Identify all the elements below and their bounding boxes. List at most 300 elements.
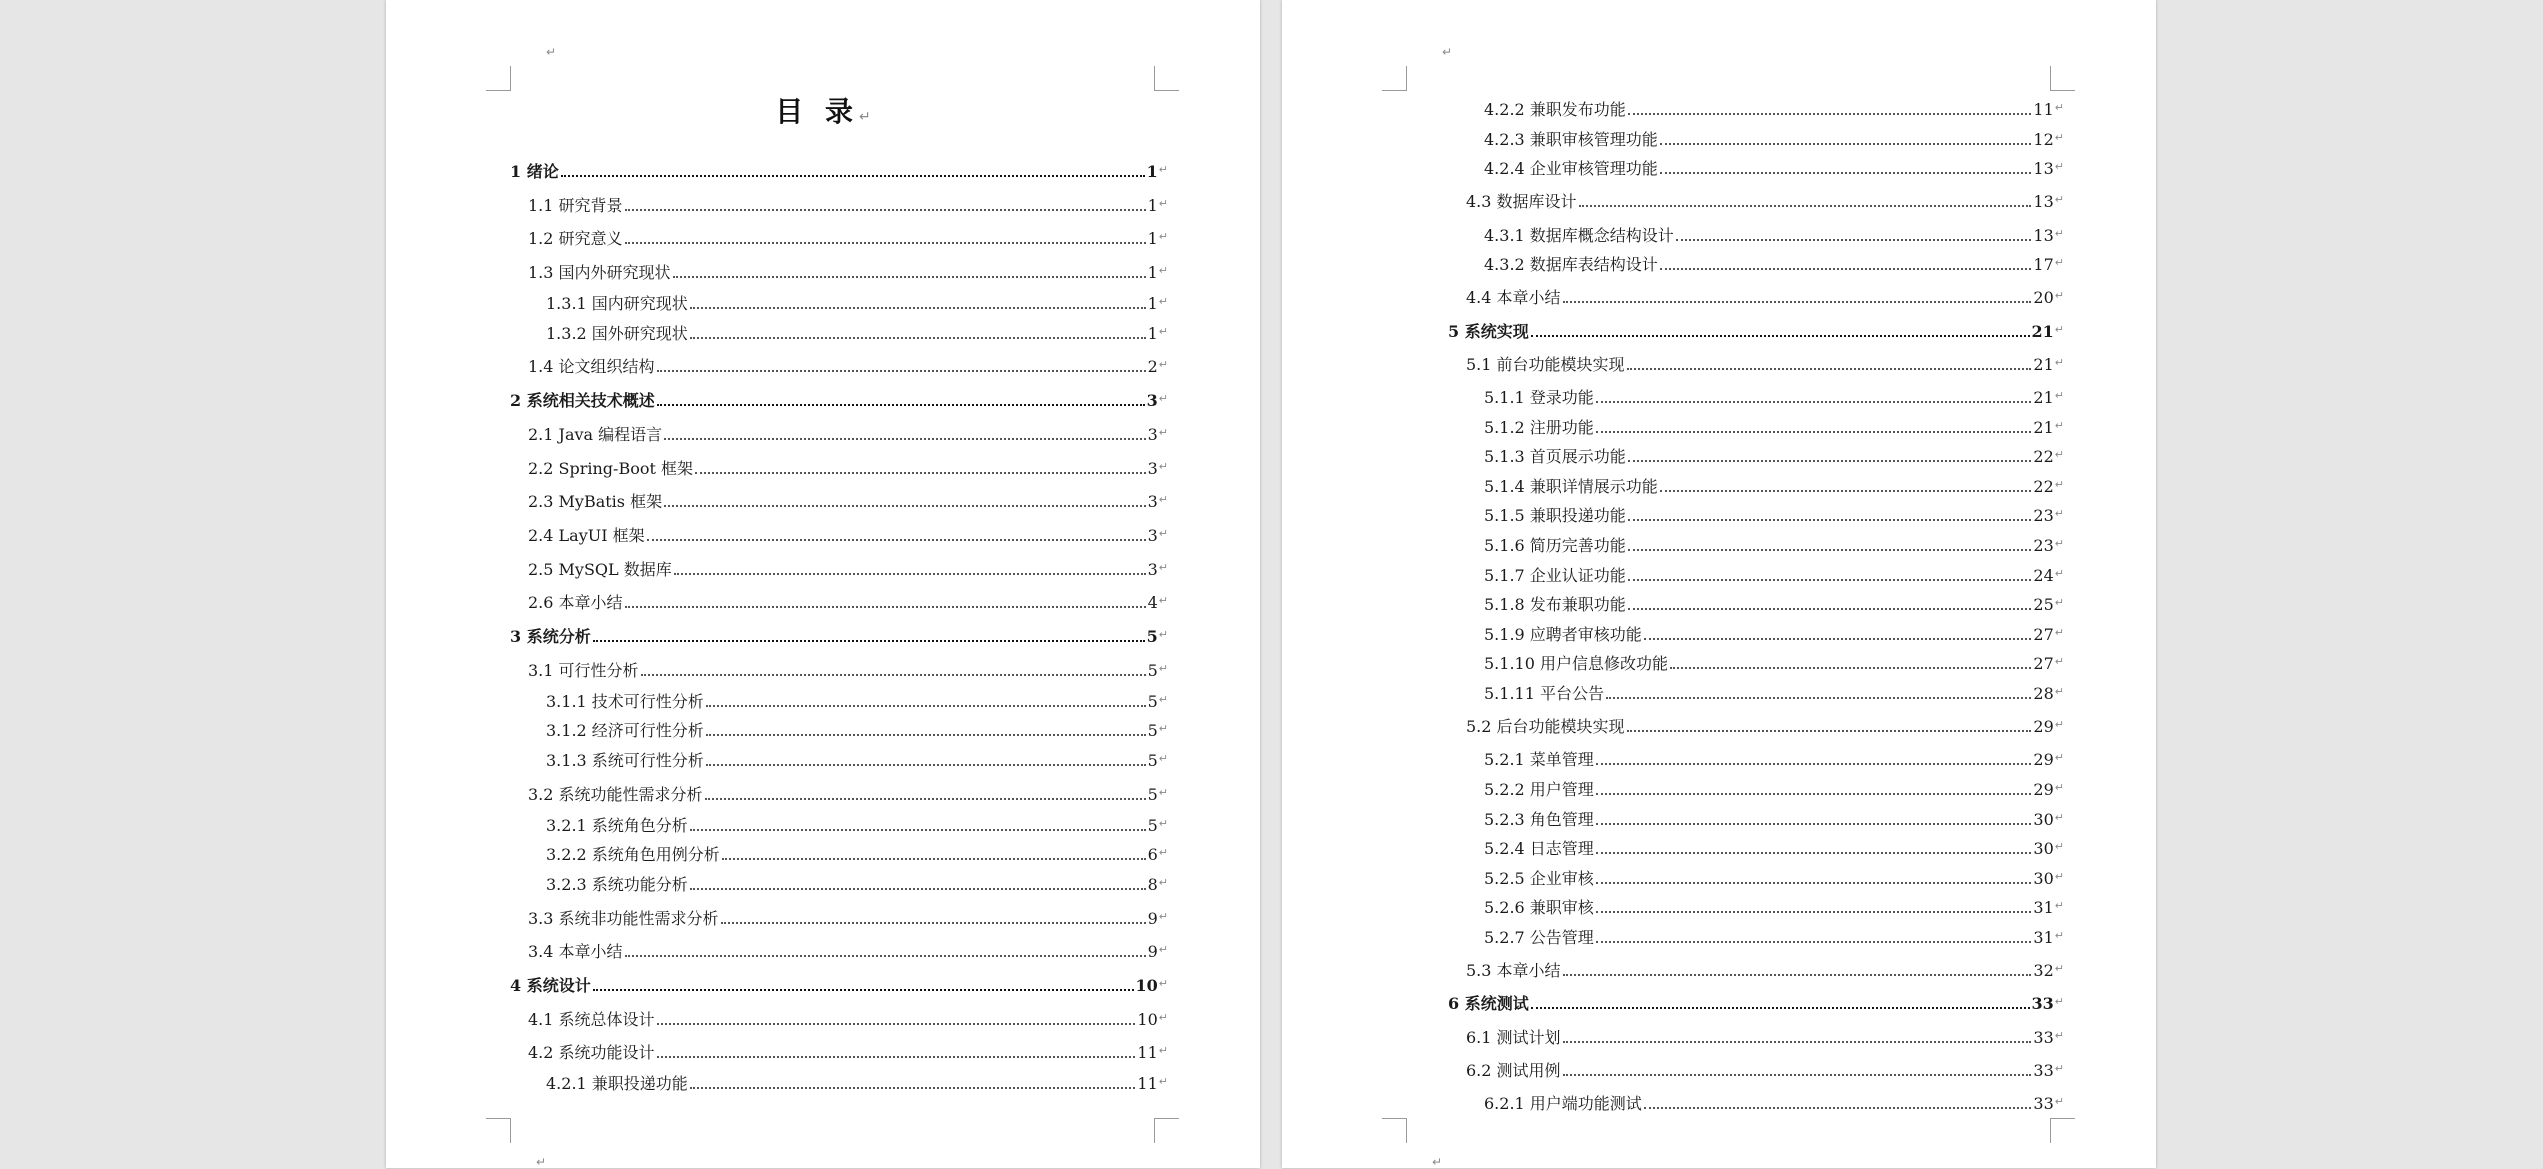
toc-dot-leader	[1660, 268, 2032, 270]
toc-entry-title: 4 系统设计	[510, 975, 591, 995]
toc-dot-leader	[674, 573, 1146, 575]
toc-entry-title: 3 系统分析	[510, 627, 591, 646]
toc-dot-leader	[1676, 239, 2032, 241]
paragraph-mark-icon: ↵	[1158, 816, 1168, 830]
toc-entry-title: 6.2.1 用户端功能测试	[1484, 1094, 1642, 1113]
toc-entry-page-number: 24	[2033, 565, 2054, 585]
toc-entry-title: 5.2 后台功能模块实现	[1466, 717, 1625, 737]
toc-entry-title: 5.1.7 企业认证功能	[1484, 565, 1626, 585]
paragraph-mark-icon: ↵	[2054, 625, 2064, 639]
paragraph-mark-icon: ↵	[1158, 1075, 1168, 1089]
document-page-2	[1282, 0, 2156, 1168]
toc-entry-page-number: 10	[1137, 1009, 1158, 1029]
toc-dot-leader	[1596, 401, 2032, 403]
toc-entry-page-number: 11	[1137, 1074, 1158, 1094]
toc-entry-title: 4.4 本章小结	[1466, 288, 1561, 308]
paragraph-mark-icon: ↵	[1158, 594, 1168, 608]
paragraph-mark-icon: ↵	[2054, 962, 2064, 976]
toc-entry-page-number: 29	[2033, 750, 2054, 770]
toc-entry-title: 1.3.2 国外研究现状	[546, 323, 688, 343]
paragraph-mark-icon: ↵	[2054, 1095, 2064, 1108]
toc-entry[interactable]	[1484, 128, 2064, 150]
paragraph-mark-icon: ↵	[1432, 1155, 1443, 1169]
toc-dot-leader	[1644, 638, 2032, 640]
toc-entry[interactable]	[1448, 320, 2064, 342]
paragraph-mark-icon: ↵	[1158, 526, 1168, 540]
toc-dot-leader	[706, 705, 1146, 707]
toc-entry-title: 5.1.3 首页展示功能	[1484, 447, 1626, 467]
toc-entry[interactable]	[546, 292, 1168, 314]
toc-entry-page-number: 33	[2033, 1094, 2054, 1113]
paragraph-mark-icon: ↵	[1158, 295, 1168, 309]
paragraph-mark-icon: ↵	[2054, 929, 2064, 942]
toc-entry[interactable]	[1484, 564, 2064, 586]
paragraph-mark-icon: ↵	[1158, 163, 1168, 176]
toc-entry[interactable]	[528, 940, 1168, 962]
toc-entry-page-number: 5	[1147, 691, 1158, 711]
toc-entry-page-number: 21	[2031, 321, 2054, 341]
toc-entry[interactable]	[1484, 253, 2064, 275]
toc-dot-leader	[625, 242, 1146, 244]
toc-dot-leader	[1579, 205, 2032, 207]
toc-title-text: 目 录	[775, 95, 859, 128]
toc-dot-leader	[1596, 793, 2032, 795]
toc-entry-title: 1.1 研究背景	[528, 195, 623, 215]
toc-entry-title: 4.3.1 数据库概念结构设计	[1484, 225, 1674, 245]
toc-entry-title: 5.1.6 简历完善功能	[1484, 536, 1626, 555]
paragraph-mark-icon: ↵	[1158, 1044, 1168, 1058]
toc-entry-page-number: 5	[1147, 784, 1158, 804]
paragraph-mark-icon: ↵	[2054, 751, 2064, 765]
toc-entry-page-number: 13	[2033, 159, 2054, 179]
toc-entry-page-number: 3	[1147, 559, 1158, 579]
toc-entry-page-number: 10	[1135, 975, 1158, 995]
toc-entry-page-number: 22	[2033, 447, 2054, 467]
toc-entry-page-number: 9	[1147, 908, 1158, 928]
toc-entry[interactable]	[546, 814, 1168, 836]
toc-entry[interactable]	[546, 322, 1168, 344]
toc-dot-leader	[625, 955, 1146, 957]
document-page-1	[386, 0, 1260, 1168]
toc-entry-title: 5.2.4 日志管理	[1484, 839, 1594, 859]
toc-entry-page-number: 5	[1147, 660, 1158, 680]
paragraph-mark-icon: ↵	[1158, 846, 1168, 860]
toc-dot-leader	[1627, 730, 2032, 732]
toc-entry[interactable]	[528, 524, 1168, 546]
toc-entry-title: 4.2.4 企业审核管理功能	[1484, 159, 1658, 179]
toc-entry-title: 5.2.3 角色管理	[1484, 809, 1594, 829]
paragraph-mark-icon: ↵	[1158, 358, 1168, 372]
paragraph-mark-icon: ↵	[2054, 101, 2064, 114]
toc-dot-leader	[673, 276, 1146, 278]
toc-entry[interactable]	[1484, 808, 2064, 830]
toc-entry-page-number: 21	[2033, 417, 2054, 437]
toc-entry-page-number: 30	[2033, 868, 2054, 888]
toc-entry[interactable]	[510, 389, 1168, 411]
toc-entry[interactable]	[1448, 992, 2064, 1014]
toc-entry-title: 5.2.2 用户管理	[1484, 780, 1594, 799]
paragraph-mark-icon: ↵	[2054, 869, 2064, 883]
toc-entry-title: 5.1.1 登录功能	[1484, 388, 1594, 407]
toc-dot-leader	[722, 858, 1146, 860]
toc-dot-leader	[690, 337, 1146, 339]
toc-entry-page-number: 1	[1147, 323, 1158, 343]
toc-entry-page-number: 33	[2033, 1027, 2054, 1047]
toc-entry[interactable]	[528, 194, 1168, 216]
paragraph-mark-icon: ↵	[2054, 448, 2064, 462]
paragraph-mark-icon: ↵	[2054, 193, 2064, 207]
toc-entry-page-number: 3	[1147, 492, 1158, 512]
toc-entry[interactable]	[528, 423, 1168, 445]
toc-entry[interactable]	[1484, 623, 2064, 645]
paragraph-mark-icon: ↵	[2054, 289, 2064, 303]
toc-entry-page-number: 33	[2033, 1060, 2054, 1080]
toc-entries	[386, 0, 1260, 1168]
paragraph-mark-icon: ↵	[2054, 899, 2064, 913]
toc-entry[interactable]	[546, 843, 1168, 865]
toc-entry[interactable]	[1484, 593, 2064, 615]
toc-entry-page-number: 1	[1147, 195, 1158, 215]
toc-entry-page-number: 3	[1147, 424, 1158, 444]
toc-entry-page-number: 30	[2033, 839, 2054, 859]
toc-entry[interactable]	[1484, 926, 2064, 948]
toc-dot-leader	[1628, 579, 2032, 581]
toc-entry-title: 2 系统相关技术概述	[510, 391, 655, 411]
toc-entry[interactable]	[528, 227, 1168, 249]
toc-entry-title: 3.1 可行性分析	[528, 660, 639, 680]
toc-entry-title: 5.3 本章小结	[1466, 961, 1561, 981]
toc-entry[interactable]	[528, 659, 1168, 681]
toc-dot-leader	[690, 1087, 1136, 1089]
toc-dot-leader	[593, 989, 1134, 991]
toc-entry[interactable]	[528, 558, 1168, 580]
toc-entry[interactable]	[528, 907, 1168, 929]
toc-dot-leader	[1596, 431, 2032, 433]
toc-entry-page-number: 21	[2033, 354, 2054, 374]
paragraph-mark-icon: ↵	[2054, 537, 2064, 550]
toc-entry-title: 1.2 研究意义	[528, 229, 623, 249]
toc-entry-title: 1 绪论	[510, 162, 559, 181]
toc-entry-page-number: 5	[1147, 815, 1158, 835]
toc-dot-leader	[664, 505, 1145, 507]
paragraph-mark-icon: ↵	[859, 109, 871, 125]
paragraph-mark-icon: ↵	[1158, 324, 1168, 338]
toc-entry[interactable]	[546, 719, 1168, 741]
toc-entry-page-number: 8	[1147, 874, 1158, 894]
toc-dot-leader	[1628, 460, 2032, 462]
toc-entry-title: 5.2.7 公告管理	[1484, 928, 1594, 947]
paragraph-mark-icon: ↵	[1158, 459, 1168, 473]
toc-entry[interactable]	[1484, 896, 2064, 918]
toc-dot-leader	[1563, 1041, 2032, 1043]
toc-entry-page-number: 11	[2033, 100, 2054, 119]
toc-entry-page-number: 6	[1147, 845, 1158, 865]
toc-entry-title: 3.4 本章小结	[528, 942, 623, 962]
paragraph-mark-icon: ↵	[2054, 718, 2064, 732]
toc-dot-leader	[690, 888, 1146, 890]
toc-entry-title: 4.2.1 兼职投递功能	[546, 1074, 688, 1094]
paragraph-mark-icon: ↵	[1158, 425, 1168, 439]
toc-entry-title: 5.1 前台功能模块实现	[1466, 354, 1625, 374]
toc-entry-page-number: 5	[1147, 721, 1158, 741]
toc-entry[interactable]	[1466, 1059, 2064, 1081]
toc-entry[interactable]	[510, 160, 1168, 182]
toc-entry-page-number: 9	[1147, 942, 1158, 962]
paragraph-mark-icon: ↵	[1158, 943, 1168, 957]
toc-entry-title: 2.2 Spring-Boot 框架	[528, 458, 693, 478]
toc-dot-leader	[1596, 763, 2032, 765]
toc-dot-leader	[1628, 608, 2032, 610]
toc-dot-leader	[1596, 941, 2032, 943]
toc-dot-leader	[690, 829, 1146, 831]
toc-entry[interactable]	[528, 490, 1168, 512]
toc-entry[interactable]	[1484, 748, 2064, 770]
toc-dot-leader	[705, 798, 1146, 800]
toc-entry-title: 2.3 MyBatis 框架	[528, 492, 663, 512]
toc-entry-title: 4.2.2 兼职发布功能	[1484, 100, 1626, 119]
paragraph-mark-icon: ↵	[1158, 661, 1168, 675]
paragraph-mark-icon: ↵	[1158, 392, 1168, 406]
toc-entry[interactable]	[1466, 715, 2064, 737]
toc-entry-page-number: 31	[2033, 898, 2054, 918]
paragraph-mark-icon: ↵	[1158, 230, 1168, 244]
toc-dot-leader	[695, 472, 1146, 474]
toc-entry-page-number: 29	[2033, 780, 2054, 799]
toc-entry-page-number: 12	[2033, 129, 2054, 149]
toc-entry[interactable]	[546, 749, 1168, 771]
paragraph-mark-icon: ↵	[2054, 810, 2064, 824]
paragraph-mark-icon: ↵	[2054, 781, 2064, 794]
paragraph-mark-icon: ↵	[546, 45, 557, 59]
toc-entry[interactable]	[528, 1008, 1168, 1030]
toc-entry-page-number: 1	[1146, 162, 1158, 181]
toc-dot-leader	[664, 438, 1145, 440]
toc-dot-leader	[721, 922, 1146, 924]
toc-entry[interactable]	[1484, 416, 2064, 438]
paragraph-mark-icon: ↵	[1158, 264, 1168, 278]
paragraph-mark-icon: ↵	[2054, 685, 2064, 698]
toc-entry[interactable]	[1484, 837, 2064, 859]
toc-entry-page-number: 3	[1147, 525, 1158, 545]
paragraph-mark-icon: ↵	[1158, 785, 1168, 799]
toc-entry-page-number: 11	[1137, 1043, 1158, 1063]
toc-entry-title: 3.1.1 技术可行性分析	[546, 691, 704, 711]
paragraph-mark-icon: ↵	[2054, 389, 2064, 402]
toc-entry-page-number: 23	[2033, 536, 2054, 555]
paragraph-mark-icon: ↵	[2054, 130, 2064, 144]
toc-entry[interactable]	[1484, 445, 2064, 467]
toc-entry-title: 5.1.4 兼职详情展示功能	[1484, 476, 1658, 496]
toc-dot-leader	[1563, 301, 2032, 303]
toc-entry-title: 5.2.1 菜单管理	[1484, 750, 1594, 770]
paragraph-mark-icon: ↵	[1158, 909, 1168, 923]
toc-entry[interactable]	[1484, 504, 2064, 526]
toc-entry-title: 5.1.9 应聘者审核功能	[1484, 624, 1642, 644]
toc-entry-title: 3.3 系统非功能性需求分析	[528, 908, 719, 928]
toc-entry-page-number: 21	[2033, 388, 2054, 407]
toc-entry[interactable]	[1484, 867, 2064, 889]
toc-dot-leader	[690, 307, 1146, 309]
toc-entry-page-number: 1	[1147, 294, 1158, 314]
paragraph-mark-icon: ↵	[2054, 322, 2064, 336]
paragraph-mark-icon: ↵	[2054, 477, 2064, 491]
toc-entry-page-number: 13	[2033, 225, 2054, 245]
toc-entry-page-number: 4	[1147, 593, 1158, 613]
paragraph-mark-icon: ↵	[2054, 995, 2064, 1009]
toc-entry-page-number: 1	[1147, 229, 1158, 249]
toc-entry[interactable]	[528, 1041, 1168, 1063]
toc-entry-page-number: 32	[2033, 961, 2054, 981]
toc-entry-title: 4.3.2 数据库表结构设计	[1484, 255, 1658, 275]
toc-entry[interactable]	[1466, 190, 2064, 212]
toc-entry[interactable]	[1484, 98, 2064, 120]
paragraph-mark-icon: ↵	[1158, 692, 1168, 706]
toc-entry[interactable]	[510, 974, 1168, 996]
toc-entry-title: 4.2 系统功能设计	[528, 1043, 655, 1063]
toc-entry-title: 5.1.11 平台公告	[1484, 684, 1604, 703]
toc-entry[interactable]	[1466, 1026, 2064, 1048]
toc-dot-leader	[1628, 519, 2032, 521]
toc-entry-title: 2.4 LayUI 框架	[528, 525, 645, 545]
toc-entry-title: 6.1 测试计划	[1466, 1027, 1561, 1047]
toc-dot-leader	[1660, 172, 2032, 174]
toc-entries	[1282, 0, 2156, 1168]
toc-dot-leader	[706, 764, 1146, 766]
toc-entry-title: 3.1.3 系统可行性分析	[546, 750, 704, 770]
toc-entry-page-number: 20	[2033, 288, 2054, 308]
paragraph-mark-icon: ↵	[1158, 1010, 1168, 1024]
toc-entry[interactable]	[1484, 534, 2064, 556]
toc-dot-leader	[1531, 335, 2030, 337]
paragraph-mark-icon: ↵	[1158, 875, 1168, 889]
toc-dot-leader	[706, 734, 1146, 736]
toc-entry-page-number: 2	[1147, 357, 1158, 377]
paragraph-mark-icon: ↵	[1158, 493, 1168, 507]
toc-entry[interactable]	[1466, 286, 2064, 308]
toc-entry-page-number: 31	[2033, 928, 2054, 947]
toc-dot-leader	[1628, 549, 2032, 551]
toc-entry-page-number: 30	[2033, 809, 2054, 829]
paragraph-mark-icon: ↵	[1158, 560, 1168, 574]
paragraph-mark-icon: ↵	[2054, 566, 2064, 580]
toc-dot-leader	[1660, 143, 2032, 145]
toc-entry[interactable]	[1466, 353, 2064, 375]
toc-entry-title: 4.1 系统总体设计	[528, 1009, 655, 1029]
toc-dot-leader	[657, 370, 1146, 372]
toc-entry[interactable]	[528, 355, 1168, 377]
toc-dot-leader	[657, 1023, 1136, 1025]
toc-entry[interactable]	[510, 625, 1168, 647]
toc-entry-title: 1.3 国内外研究现状	[528, 263, 671, 283]
toc-entry-title: 5.1.8 发布兼职功能	[1484, 595, 1626, 615]
toc-entry-title: 5.1.10 用户信息修改功能	[1484, 654, 1668, 674]
paragraph-mark-icon: ↵	[1158, 751, 1168, 765]
toc-dot-leader	[1596, 823, 2032, 825]
toc-entry-page-number: 33	[2031, 994, 2054, 1014]
toc-entry-title: 3.2.2 系统角色用例分析	[546, 845, 720, 865]
toc-entry[interactable]	[1484, 652, 2064, 674]
toc-dot-leader	[1596, 852, 2032, 854]
toc-dot-leader	[1627, 368, 2032, 370]
toc-entry-title: 5.2.5 企业审核	[1484, 868, 1594, 888]
toc-entry[interactable]	[1484, 682, 2064, 704]
toc-entry-page-number: 29	[2033, 717, 2054, 737]
toc-entry-title: 3.1.2 经济可行性分析	[546, 721, 704, 741]
toc-entry[interactable]	[528, 783, 1168, 805]
paragraph-mark-icon: ↵	[2054, 596, 2064, 610]
toc-entry-title: 4.3 数据库设计	[1466, 192, 1577, 212]
toc-dot-leader	[647, 539, 1146, 541]
toc-entry-title: 1.4 论文组织结构	[528, 357, 655, 377]
toc-dot-leader	[593, 640, 1145, 642]
toc-entry-page-number: 22	[2033, 476, 2054, 496]
toc-entry[interactable]	[528, 261, 1168, 283]
toc-dot-leader	[641, 674, 1146, 676]
toc-entry-page-number: 23	[2033, 506, 2054, 526]
toc-entry-title: 3.2 系统功能性需求分析	[528, 784, 703, 804]
toc-dot-leader	[657, 1056, 1136, 1058]
toc-entry-page-number: 25	[2033, 595, 2054, 615]
toc-entry-title: 2.1 Java 编程语言	[528, 424, 663, 444]
toc-entry-page-number: 5	[1146, 627, 1158, 646]
paragraph-mark-icon: ↵	[1158, 196, 1168, 210]
paragraph-mark-icon: ↵	[536, 1155, 547, 1169]
toc-entry[interactable]	[528, 457, 1168, 479]
paragraph-mark-icon: ↵	[2054, 1028, 2064, 1042]
toc-entry-page-number: 17	[2033, 255, 2054, 275]
toc-entry[interactable]	[1484, 224, 2064, 246]
toc-entry-title: 6 系统测试	[1448, 994, 1529, 1014]
toc-entry[interactable]	[1484, 386, 2064, 408]
toc-entry[interactable]	[1484, 157, 2064, 179]
toc-entry-page-number: 3	[1146, 391, 1158, 411]
toc-entry-page-number: 28	[2033, 684, 2054, 703]
toc-entry[interactable]	[1484, 778, 2064, 800]
toc-entry-page-number: 5	[1147, 750, 1158, 770]
paragraph-mark-icon: ↵	[2054, 418, 2064, 432]
toc-entry-page-number: 1	[1147, 263, 1158, 283]
toc-entry-title: 1.3.1 国内研究现状	[546, 294, 688, 314]
toc-entry-title: 5.1.5 兼职投递功能	[1484, 506, 1626, 526]
toc-entry[interactable]	[546, 873, 1168, 895]
toc-dot-leader	[1644, 1107, 2032, 1109]
paragraph-mark-icon: ↵	[2054, 355, 2064, 369]
toc-entry-page-number: 27	[2033, 624, 2054, 644]
toc-dot-leader	[1628, 113, 2032, 115]
paragraph-mark-icon: ↵	[2054, 256, 2064, 270]
toc-entry[interactable]	[546, 690, 1168, 712]
toc-entry-title: 6.2 测试用例	[1466, 1060, 1561, 1080]
paragraph-mark-icon: ↵	[2054, 655, 2064, 669]
toc-entry[interactable]	[528, 591, 1168, 613]
toc-entry-title: 4.2.3 兼职审核管理功能	[1484, 129, 1658, 149]
toc-entry-page-number: 13	[2033, 192, 2054, 212]
toc-dot-leader	[1606, 697, 2031, 699]
toc-entry-title: 5.2.6 兼职审核	[1484, 898, 1594, 918]
toc-entry-title: 2.6 本章小结	[528, 593, 623, 613]
toc-entry[interactable]	[1466, 959, 2064, 981]
toc-dot-leader	[1563, 974, 2032, 976]
toc-entry[interactable]	[1484, 475, 2064, 497]
toc-dot-leader	[1531, 1007, 2030, 1009]
toc-entry-title: 2.5 MySQL 数据库	[528, 559, 672, 579]
paragraph-mark-icon: ↵	[2054, 226, 2064, 240]
toc-entry[interactable]	[546, 1072, 1168, 1094]
toc-entry-title: 5 系统实现	[1448, 321, 1529, 341]
paragraph-mark-icon: ↵	[1158, 722, 1168, 736]
toc-entry[interactable]	[1484, 1092, 2064, 1114]
toc-dot-leader	[1670, 667, 2031, 669]
